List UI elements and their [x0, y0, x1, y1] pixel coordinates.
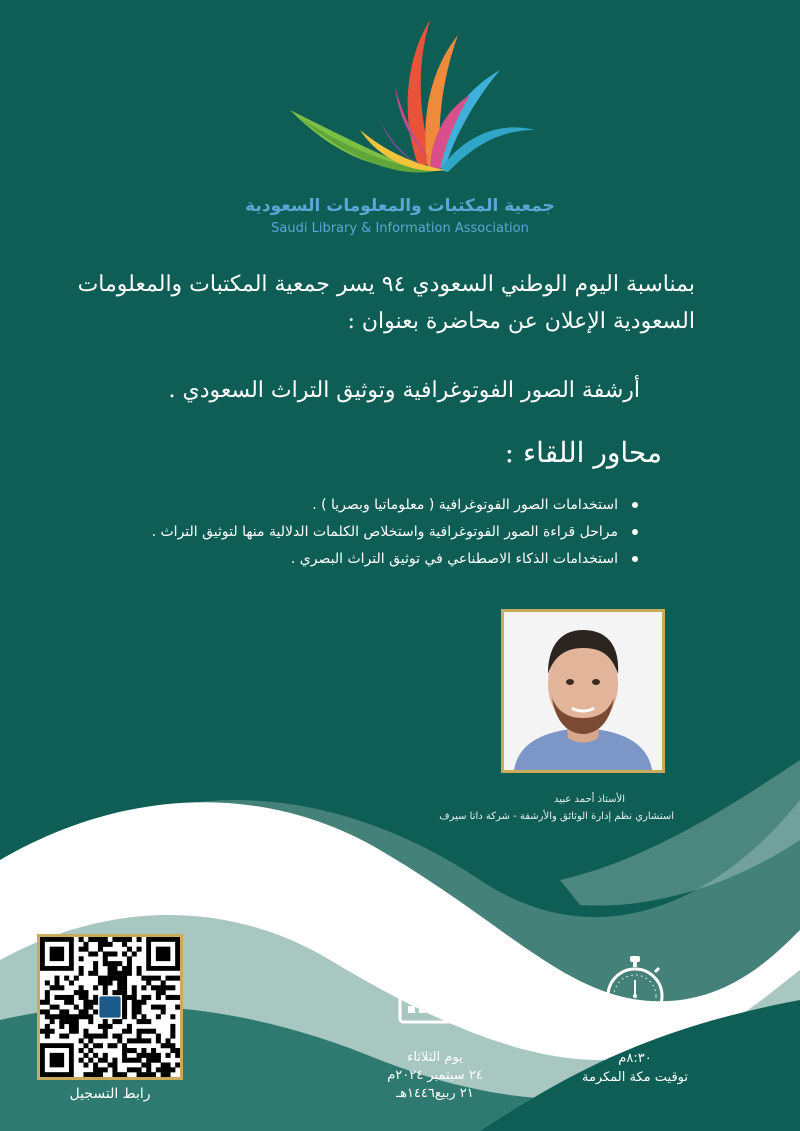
speaker-portrait-illustration — [504, 612, 662, 770]
axes-heading: محاور اللقاء : — [504, 436, 662, 469]
association-name-arabic: جمعية المكتبات والمعلومات السعودية — [245, 196, 555, 216]
event-time — [575, 1049, 695, 1087]
axes-list — [80, 492, 640, 573]
speaker-name: الأستاذ أحمد عبيد — [554, 794, 625, 805]
stopwatch-icon — [603, 954, 667, 1026]
association-name-english: Saudi Library & Information Association — [271, 221, 529, 236]
axes-item: استخدامات الذكاء الاصطناعي في توثيق التراث البصري . — [80, 546, 640, 573]
event-day: يوم الثلاثاء — [407, 1050, 463, 1065]
bullet-icon — [632, 502, 638, 508]
registration-link-label: رابط التسجيل — [69, 1086, 151, 1102]
intro-line-2: السعودية الإعلان عن محاضرة بعنوان : — [347, 309, 695, 334]
calendar-icon — [396, 956, 472, 1026]
axes-item: استخدامات الصور الفوتوغرافية ( معلوماتيا وبصريا ) . — [80, 492, 640, 519]
event-time-zone: توقيت مكة المكرمة — [582, 1070, 688, 1085]
event-date-hijri: ٢١ ربيع١٤٤٦هـ — [396, 1086, 474, 1101]
speaker-role: استشاري نظم إدارة الوثائق والأرشفة - شركة داتا سيرف — [439, 811, 674, 822]
event-date-gregorian: ٢٤ سبتمبر ٢٠٢٤م — [387, 1068, 483, 1083]
axes-item: مراحل قراءة الصور الفوتوغرافية واستخلاص الكلمات الدلالية منها لتوثيق التراث . — [80, 519, 640, 546]
speaker-photo — [501, 609, 665, 773]
event-time-value: ٨:٣٠م — [618, 1051, 652, 1066]
announcement-intro — [75, 266, 695, 340]
bullet-icon — [632, 556, 638, 562]
intro-line-1: بمناسبة اليوم الوطني السعودي ٩٤ يسر جمعية المكتبات والمعلومات — [77, 272, 695, 297]
association-logo-mark — [280, 10, 540, 200]
registration-qr-code[interactable] — [37, 934, 183, 1080]
lecture-title: أرشفة الصور الفوتوغرافية وتوثيق التراث السعودي . — [168, 378, 640, 403]
bullet-icon — [632, 529, 638, 535]
qr-pattern — [40, 937, 180, 1077]
event-date — [370, 1049, 500, 1103]
